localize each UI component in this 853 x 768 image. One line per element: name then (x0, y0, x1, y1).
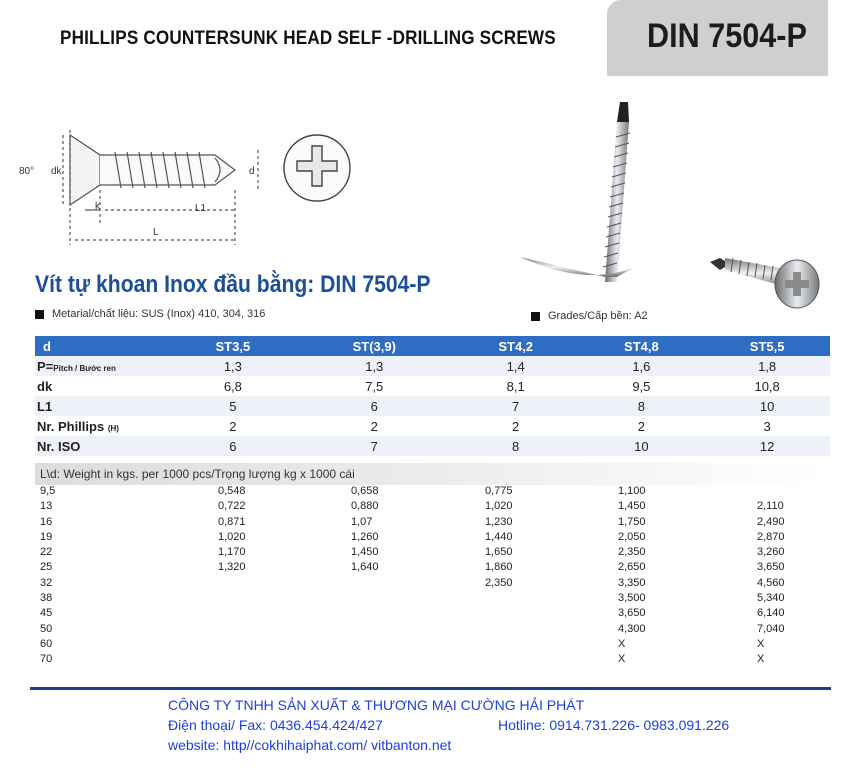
footer-divider (30, 687, 831, 690)
spec-cell: 5 (170, 396, 296, 416)
weight-row (35, 653, 830, 668)
spec-cell: 3 (763, 418, 771, 434)
weight-cell: X (757, 637, 765, 650)
k-label: k (95, 201, 100, 212)
weight-row (35, 623, 830, 638)
weight-cell: 1,07 (351, 515, 373, 528)
weight-cell: 0,658 (351, 485, 379, 497)
weight-cell: 5,340 (757, 592, 785, 605)
weight-length-cell: 60 (40, 637, 53, 650)
weight-cell: 1,640 (351, 561, 379, 574)
product-photo (505, 92, 835, 317)
spec-header-d: d (35, 336, 170, 356)
l1-label: L1 (195, 203, 207, 214)
spec-cell: 8 (453, 436, 579, 456)
weight-row (35, 607, 830, 622)
weight-row (35, 561, 830, 576)
dk-label: dk (51, 166, 62, 177)
spec-cell: 1,3 (170, 356, 296, 376)
website: website: http//cokhihaiphat.com/ vitbanton.net (168, 737, 452, 753)
weight-cell: 1,170 (218, 546, 246, 559)
spec-row-dk (35, 376, 830, 396)
spec-cell: 2 (370, 418, 378, 434)
spec-cell: 10,8 (754, 378, 780, 394)
hotline: Hotline: 0914.731.226- 0983.091.226 (498, 717, 730, 733)
weight-cell: 1,750 (618, 515, 646, 528)
material-note (35, 308, 265, 320)
spec-cell: 7 (296, 436, 453, 456)
weight-length-cell: 70 (40, 653, 53, 666)
weight-cell: X (757, 653, 765, 666)
weight-cell: 3,500 (618, 592, 646, 605)
weight-row (35, 577, 830, 592)
weight-length-cell: 45 (40, 607, 53, 620)
spec-row-label: L1 (35, 396, 170, 416)
spec-cell: 1,3 (296, 356, 453, 376)
spec-header-row (35, 336, 830, 356)
weight-cell: 1,650 (485, 546, 513, 559)
weight-cell: 0,880 (351, 500, 379, 513)
weight-cell: 0,722 (218, 500, 246, 513)
weight-length-cell: 25 (40, 561, 53, 574)
weight-cell: 2,650 (618, 561, 646, 574)
angle-label: 80° (19, 166, 35, 177)
bullet-icon (531, 312, 540, 321)
weight-length-cell: 50 (40, 622, 53, 635)
weight-row (35, 546, 830, 561)
spec-cell: 8,1 (506, 378, 525, 394)
weight-cell: 3,650 (618, 607, 646, 620)
spec-header-col: ST5,5 (704, 336, 830, 356)
weight-cell: 4,300 (618, 622, 646, 635)
weight-table (35, 485, 830, 669)
phillips-label: Nr. Phillips (37, 418, 105, 434)
spec-header-col: ST3,5 (170, 336, 296, 356)
spec-row-label (35, 416, 170, 436)
spec-row-phillips (35, 416, 830, 436)
weight-cell: 1,260 (351, 530, 379, 543)
weight-cell: 1,020 (218, 530, 246, 543)
weight-row (35, 500, 830, 515)
grades-note (531, 310, 648, 322)
spec-row-iso (35, 436, 830, 456)
spec-cell: 6 (170, 436, 296, 456)
pitch-label: P= (37, 358, 54, 374)
weight-cell: 2,350 (485, 576, 513, 589)
spec-cell: 2 (637, 418, 645, 434)
spec-cell: 7,5 (365, 378, 384, 394)
weight-length-cell: 19 (40, 530, 53, 543)
weight-cell: 1,100 (618, 485, 646, 497)
page-title: PHILLIPS COUNTERSUNK HEAD SELF -DRILLING SCREWS (60, 28, 556, 49)
weight-cell: 1,440 (485, 530, 513, 543)
weight-cell: 1,230 (485, 515, 513, 528)
spec-cell: 6,8 (223, 378, 242, 394)
spec-row-label: dk (37, 378, 53, 394)
weight-cell: 1,320 (218, 561, 246, 574)
technical-drawing (15, 110, 375, 260)
spec-cell: 2 (229, 418, 237, 434)
weight-cell: 3,350 (618, 576, 646, 589)
weight-cell: 1,450 (351, 546, 379, 559)
standard-badge (607, 0, 828, 76)
spec-row-l1 (35, 396, 830, 416)
weight-length-cell: 16 (40, 515, 53, 528)
weight-cell: 1,020 (485, 500, 513, 513)
spec-row-label: Nr. ISO (35, 436, 170, 456)
weight-cell: 0,871 (218, 515, 246, 528)
standard-label: DIN 7504-P (647, 17, 807, 55)
spec-cell: 9,5 (632, 378, 651, 394)
material-text: Metarial/chất liệu: SUS (Inox) 410, 304, 316 (52, 308, 266, 320)
spec-header-col: ST4,2 (453, 336, 579, 356)
company-name: CÔNG TY TNHH SẢN XUẤT & THƯƠNG MẠI CƯỜNG HẢI PHÁT (168, 697, 585, 713)
weight-row (35, 531, 830, 546)
weight-cell: X (618, 653, 626, 666)
l-label: L (153, 227, 159, 238)
bullet-icon (35, 310, 44, 319)
weight-cell: 2,110 (757, 500, 784, 513)
product-title: Vít tự khoan Inox đầu bằng: DIN 7504-P (35, 271, 431, 298)
spec-cell: 8 (579, 396, 705, 416)
weight-cell: 3,650 (757, 561, 785, 574)
spec-header-col: ST(3,9) (296, 336, 453, 356)
weight-cell: 0,548 (218, 485, 246, 497)
pitch-note: Pitch / Bước ren (53, 363, 116, 373)
weight-cell: 6,140 (757, 607, 785, 620)
weight-cell: 2,490 (757, 515, 785, 528)
spec-cell: 6 (296, 396, 453, 416)
spec-cell: 10 (579, 436, 705, 456)
spec-cell: 2 (512, 418, 520, 434)
weight-cell: 2,350 (618, 546, 646, 559)
spec-cell: 1,6 (579, 356, 705, 376)
spec-cell: 1,8 (704, 356, 830, 376)
weight-row (35, 592, 830, 607)
weight-cell: 2,050 (618, 530, 646, 543)
weight-row (35, 638, 830, 653)
weight-cell: 2,870 (757, 530, 785, 543)
phillips-note: (H) (107, 423, 119, 433)
weight-row (35, 516, 830, 531)
spec-header-col: ST4,8 (579, 336, 705, 356)
weight-cell: 7,040 (757, 622, 785, 635)
weight-cell: 1,450 (618, 500, 646, 513)
weight-row (35, 485, 830, 500)
weight-cell: X (618, 637, 626, 650)
grades-text: Grades/Cấp bền: A2 (548, 310, 648, 322)
weight-length-cell: 13 (40, 500, 53, 513)
spec-row-label (35, 356, 170, 376)
weight-cell: 4,560 (757, 576, 785, 589)
spec-cell: 10 (704, 396, 830, 416)
weight-cell: 0,775 (485, 485, 513, 497)
phone-fax: Điện thoại/ Fax: 0436.454.424/427 (168, 717, 383, 733)
weight-length-cell: 32 (40, 576, 53, 589)
spec-cell: 1,4 (453, 356, 579, 376)
d-label: d (249, 166, 255, 177)
weight-length-cell: 38 (40, 592, 53, 605)
weight-cell: 1,860 (485, 561, 513, 574)
weight-length-cell: 9,5 (40, 485, 56, 497)
spec-table (35, 336, 830, 456)
spec-row-pitch (35, 356, 830, 376)
weight-cell: 3,260 (757, 546, 785, 559)
spec-cell: 7 (453, 396, 579, 416)
spec-cell: 12 (704, 436, 830, 456)
weight-length-cell: 22 (40, 546, 53, 559)
weight-table-header: L\d: Weight in kgs. per 1000 pcs/Trọng lượng kg x 1000 cái (35, 463, 830, 485)
